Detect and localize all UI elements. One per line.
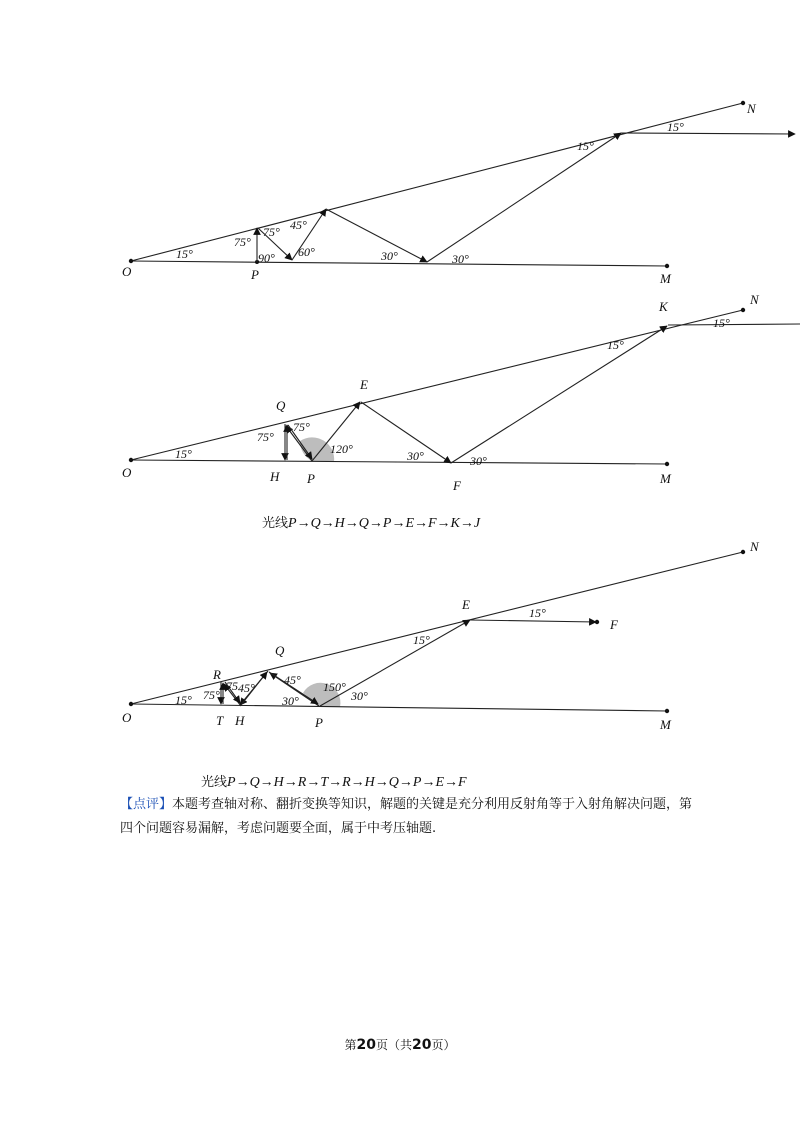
light-ray bbox=[470, 620, 596, 622]
caption-prefix: 光线 bbox=[262, 516, 289, 531]
caption-path: P→Q→H→R→T→R→H→Q→P→E→F bbox=[227, 775, 467, 790]
figure-2 bbox=[0, 290, 800, 500]
label-P: P bbox=[315, 715, 323, 730]
label-K: K bbox=[659, 299, 668, 314]
figure-3 bbox=[0, 535, 800, 765]
point-N bbox=[741, 308, 745, 312]
angle-label: 30° bbox=[381, 249, 398, 263]
point-O bbox=[129, 259, 133, 263]
caption-figure-3 bbox=[201, 771, 467, 791]
point-M bbox=[665, 264, 669, 268]
ray-KJ bbox=[668, 324, 800, 325]
ray-ON bbox=[131, 103, 743, 261]
label-O: O bbox=[122, 710, 132, 725]
angle-label: 15° bbox=[175, 693, 192, 707]
point-M bbox=[665, 462, 669, 466]
light-ray bbox=[451, 326, 667, 463]
label-N: N bbox=[750, 292, 759, 307]
angle-label: 75° bbox=[293, 420, 310, 434]
ray-ON bbox=[131, 310, 743, 460]
footer-mid: 页（共 bbox=[375, 1038, 412, 1052]
caption-path: P→Q→H→Q→P→E→F→K→J bbox=[288, 516, 481, 531]
light-ray bbox=[621, 133, 795, 134]
label-E: E bbox=[360, 377, 368, 392]
angle-label: 15° bbox=[175, 447, 192, 461]
angle-label: 60° bbox=[298, 245, 315, 259]
angle-label: 30° bbox=[452, 252, 469, 266]
page-number: 20 bbox=[356, 1037, 376, 1053]
angle-label: 120° bbox=[330, 442, 353, 456]
page-footer bbox=[0, 1036, 800, 1053]
label-P: P bbox=[251, 267, 259, 282]
light-ray bbox=[361, 402, 451, 463]
label-R: R bbox=[213, 667, 221, 682]
angle-label: 30° bbox=[407, 449, 424, 463]
label-H: H bbox=[270, 469, 280, 484]
page-total: 20 bbox=[412, 1037, 432, 1053]
label-M: M bbox=[660, 271, 671, 286]
angle-label: 15° bbox=[607, 338, 624, 352]
label-M: M bbox=[660, 717, 671, 732]
angle-label: 45° bbox=[238, 681, 255, 695]
label-F: F bbox=[453, 478, 461, 493]
ray-ON bbox=[131, 552, 743, 704]
label-O: O bbox=[122, 264, 132, 279]
angle-label: 15° bbox=[577, 139, 594, 153]
label-E: E bbox=[462, 597, 470, 612]
review-comment bbox=[120, 793, 695, 841]
comment-tag: 【点评】 bbox=[120, 797, 173, 812]
point-O bbox=[129, 702, 133, 706]
angle-label: 45° bbox=[290, 218, 307, 232]
caption-figure-2 bbox=[262, 512, 480, 532]
angle-label: 15° bbox=[713, 316, 730, 330]
angle-label: 75° bbox=[234, 235, 251, 249]
angle-label: 15° bbox=[176, 247, 193, 261]
point-M bbox=[665, 709, 669, 713]
angle-label: 15° bbox=[529, 606, 546, 620]
angle-label: 15° bbox=[667, 120, 684, 134]
label-F: F bbox=[610, 617, 618, 632]
angle-label: 75 bbox=[226, 679, 238, 693]
label-P: P bbox=[307, 471, 315, 486]
label-Q: Q bbox=[275, 643, 285, 658]
label-M: M bbox=[660, 471, 671, 486]
angle-label: 15° bbox=[413, 633, 430, 647]
ray-OM bbox=[131, 261, 667, 266]
angle-label: 30° bbox=[470, 454, 487, 468]
label-O: O bbox=[122, 465, 132, 480]
angle-label: 30° bbox=[282, 694, 299, 708]
footer-prefix: 第 bbox=[344, 1038, 357, 1052]
caption-prefix: 光线 bbox=[201, 775, 228, 790]
point-N bbox=[741, 101, 745, 105]
label-T: T bbox=[216, 713, 224, 728]
footer-suffix: 页） bbox=[431, 1038, 456, 1052]
angle-label: 75° bbox=[203, 688, 220, 702]
angle-label: 75° bbox=[263, 225, 280, 239]
point-N bbox=[741, 550, 745, 554]
point-O bbox=[129, 458, 133, 462]
label-Q: Q bbox=[276, 398, 286, 413]
angle-label: 90° bbox=[258, 251, 275, 265]
ray-OM bbox=[131, 460, 667, 464]
label-N: N bbox=[747, 101, 756, 116]
angle-label: 45° bbox=[284, 673, 301, 687]
label-H: H bbox=[235, 713, 245, 728]
light-ray bbox=[326, 209, 427, 262]
comment-text: 本题考查轴对称、翻折变换等知识，解题的关键是充分利用反射角等于入射角解决问题，第四个问题容易漏解，考虑问题要全面，属于中考压轴题. bbox=[120, 797, 693, 836]
angle-label: 75° bbox=[257, 430, 274, 444]
figure-1 bbox=[0, 90, 800, 290]
ray-OM bbox=[131, 704, 667, 711]
label-N: N bbox=[750, 539, 759, 554]
angle-label: 150° bbox=[323, 680, 346, 694]
angle-label: 30° bbox=[351, 689, 368, 703]
